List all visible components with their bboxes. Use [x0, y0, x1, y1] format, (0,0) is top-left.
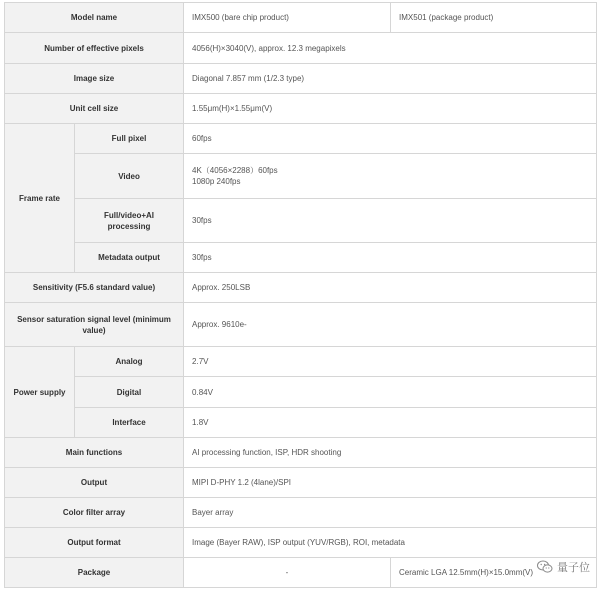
row-label-color-filter-array: Color filter array	[5, 498, 184, 528]
cell-interface: 1.8V	[184, 408, 597, 438]
cell-image-size: Diagonal 7.857 mm (1/2.3 type)	[184, 64, 597, 94]
cell-package-imx501: Ceramic LGA 12.5mm(H)×15.0mm(V)	[391, 558, 597, 588]
table-row	[5, 438, 597, 468]
row-label-full-video-ai: Full/video+AI processing	[75, 199, 184, 243]
table-row	[5, 154, 597, 199]
table-row	[5, 33, 597, 64]
row-label-output-format: Output format	[5, 528, 184, 558]
watermark-text: 量子位	[557, 561, 590, 574]
cell-color-filter-array: Bayer array	[184, 498, 597, 528]
cell-model-imx500: IMX500 (bare chip product)	[184, 3, 391, 33]
table-row	[5, 94, 597, 124]
row-label-effective-pixels: Number of effective pixels	[5, 33, 184, 64]
cell-effective-pixels: 4056(H)×3040(V), approx. 12.3 megapixels	[184, 33, 597, 64]
cell-metadata-output: 30fps	[184, 243, 597, 273]
table-row	[5, 3, 597, 33]
group-label-power-supply: Power supply	[5, 347, 75, 438]
row-label-unit-cell-size: Unit cell size	[5, 94, 184, 124]
row-label-interface: Interface	[75, 408, 184, 438]
row-label-full-pixel: Full pixel	[75, 124, 184, 154]
table-row	[5, 303, 597, 347]
cell-digital: 0.84V	[184, 377, 597, 408]
row-label-video: Video	[75, 154, 184, 199]
cell-output: MIPI D-PHY 1.2 (4lane)/SPI	[184, 468, 597, 498]
row-label-analog: Analog	[75, 347, 184, 377]
spec-table	[4, 2, 597, 588]
table-row	[5, 124, 597, 154]
row-label-image-size: Image size	[5, 64, 184, 94]
table-row	[5, 468, 597, 498]
cell-full-pixel: 60fps	[184, 124, 597, 154]
table-row	[5, 199, 597, 243]
group-label-frame-rate: Frame rate	[5, 124, 75, 273]
table-row	[5, 64, 597, 94]
cell-full-video-ai: 30fps	[184, 199, 597, 243]
row-label-sensitivity: Sensitivity (F5.6 standard value)	[5, 273, 184, 303]
table-row	[5, 243, 597, 273]
cell-main-functions: AI processing function, ISP, HDR shooting	[184, 438, 597, 468]
row-label-main-functions: Main functions	[5, 438, 184, 468]
table-row	[5, 273, 597, 303]
table-row	[5, 408, 597, 438]
watermark	[537, 559, 590, 575]
table-row	[5, 528, 597, 558]
row-label-saturation-level: Sensor saturation signal level (minimum value)	[5, 303, 184, 347]
cell-video	[184, 154, 597, 199]
table-row	[5, 558, 597, 588]
table-row	[5, 347, 597, 377]
cell-output-format: Image (Bayer RAW), ISP output (YUV/RGB), ROI, metadata	[184, 528, 597, 558]
row-label-output: Output	[5, 468, 184, 498]
cell-video-line-4k: 4K（4056×2288）60fps	[192, 166, 278, 175]
table-row	[5, 377, 597, 408]
row-label-package: Package	[5, 558, 184, 588]
cell-package-imx500: -	[184, 558, 391, 588]
cell-unit-cell-size: 1.55μm(H)×1.55μm(V)	[184, 94, 597, 124]
cell-analog: 2.7V	[184, 347, 597, 377]
table-row	[5, 498, 597, 528]
cell-sensitivity: Approx. 250LSB	[184, 273, 597, 303]
row-label-digital: Digital	[75, 377, 184, 408]
cell-saturation-level: Approx. 9610e-	[184, 303, 597, 347]
row-label-metadata-output: Metadata output	[75, 243, 184, 273]
wechat-icon	[537, 560, 553, 574]
row-label-model-name: Model name	[5, 3, 184, 33]
cell-video-line-1080p: 1080p 240fps	[192, 177, 241, 186]
cell-model-imx501: IMX501 (package product)	[391, 3, 597, 33]
